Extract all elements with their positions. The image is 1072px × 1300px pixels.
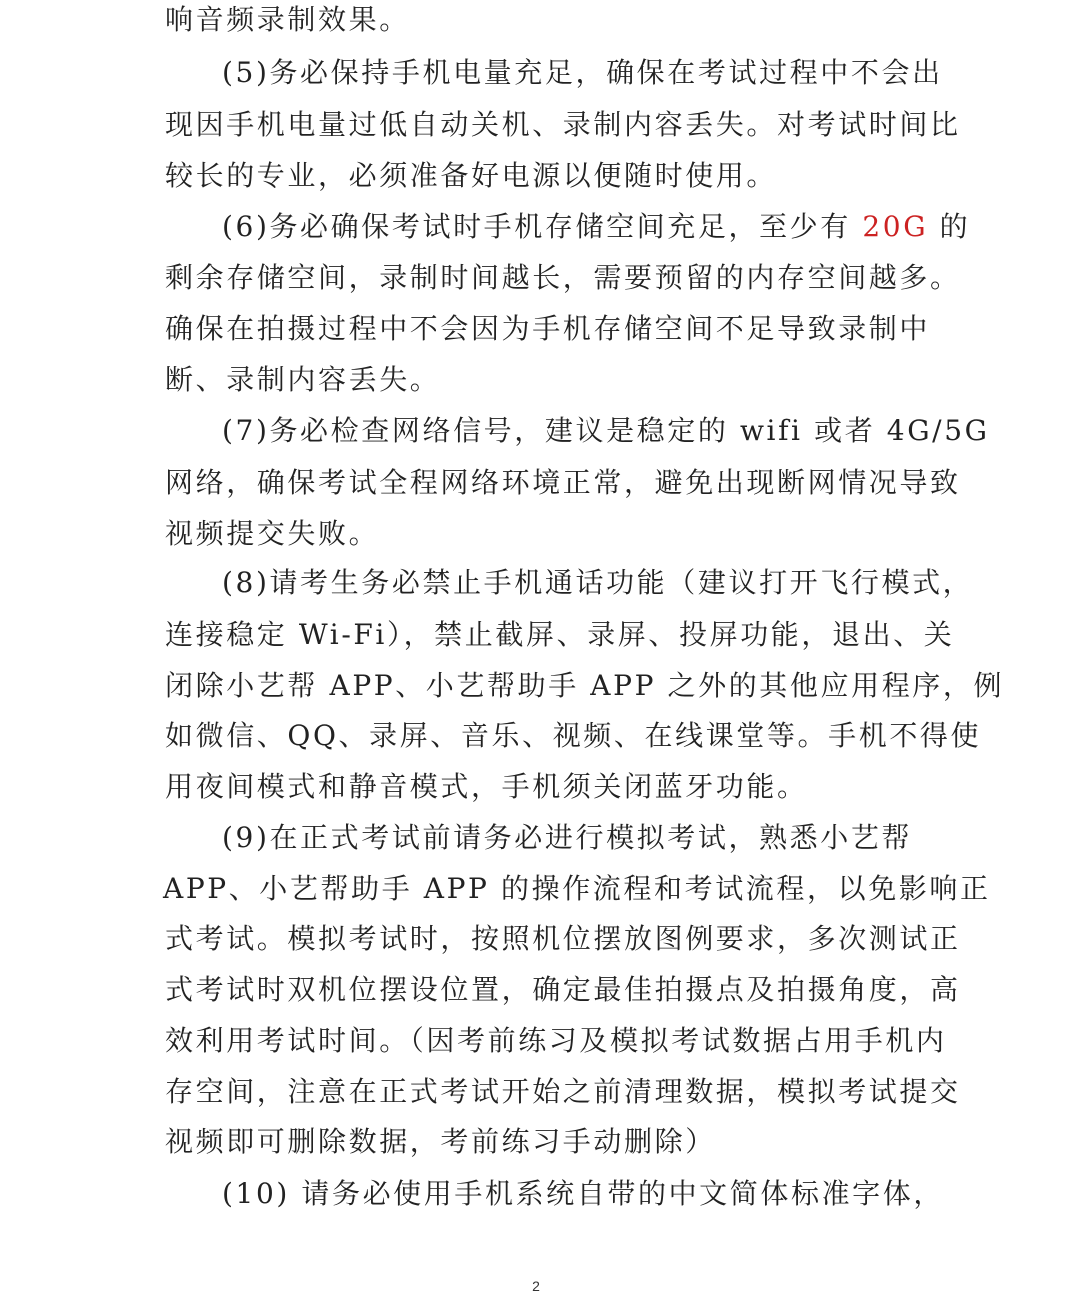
- text-line: (9)在正式考试前请务必进行模拟考试，熟悉小艺帮: [222, 821, 913, 854]
- text-line: APP、小艺帮助手 APP 的操作流程和考试流程，以免影响正: [163, 872, 991, 905]
- text-line: 效利用考试时间。（因考前练习及模拟考试数据占用手机内: [165, 1024, 947, 1057]
- page-number: 2: [532, 1278, 540, 1294]
- text-line: [222, 210, 970, 244]
- text-line: 视频提交失败。: [165, 517, 380, 550]
- text-segment: 的: [928, 210, 971, 243]
- text-line: 较长的专业，必须准备好电源以便随时使用。: [165, 159, 778, 192]
- text-line: 如微信、QQ、录屏、音乐、视频、在线课堂等。手机不得使: [165, 719, 982, 752]
- text-line: 剩余存储空间，录制时间越长，需要预留的内存空间越多。: [165, 261, 961, 294]
- text-line: 用夜间模式和静音模式，手机须关闭蓝牙功能。: [165, 770, 808, 803]
- text-line: 响音频录制效果。: [165, 3, 410, 36]
- text-line: 网络，确保考试全程网络环境正常，避免出现断网情况导致: [165, 466, 961, 499]
- text-segment: (6)务必确保考试时手机存储空间充足，至少有: [222, 210, 863, 243]
- text-line: (5)务必保持手机电量充足，确保在考试过程中不会出: [222, 56, 943, 89]
- text-line: 连接稳定 Wi-Fi），禁止截屏、录屏、投屏功能，退出、关: [165, 618, 955, 651]
- text-line: 断、录制内容丢失。: [165, 363, 441, 396]
- text-line: (8)请考生务必禁止手机通话功能（建议打开飞行模式，: [222, 566, 974, 599]
- text-line: 式考试时双机位摆设位置，确定最佳拍摄点及拍摄角度，高: [165, 973, 961, 1006]
- text-line: 确保在拍摄过程中不会因为手机存储空间不足导致录制中: [165, 312, 931, 345]
- text-line: (10) 请务必使用手机系统自带的中文简体标准字体，: [222, 1177, 944, 1210]
- highlighted-text: 20G: [862, 210, 929, 243]
- text-line: (7)务必检查网络信号，建议是稳定的 wifi 或者 4G/5G: [222, 414, 990, 447]
- text-line: 现因手机电量过低自动关机、录制内容丢失。对考试时间比: [165, 108, 961, 141]
- text-line: 存空间，注意在正式考试开始之前清理数据，模拟考试提交: [165, 1075, 961, 1108]
- text-line: 闭除小艺帮 APP、小艺帮助手 APP 之外的其他应用程序，例: [165, 669, 1005, 702]
- text-line: 式考试。模拟考试时，按照机位摆放图例要求，多次测试正: [165, 922, 961, 955]
- text-line: 视频即可删除数据，考前练习手动删除）: [165, 1125, 716, 1158]
